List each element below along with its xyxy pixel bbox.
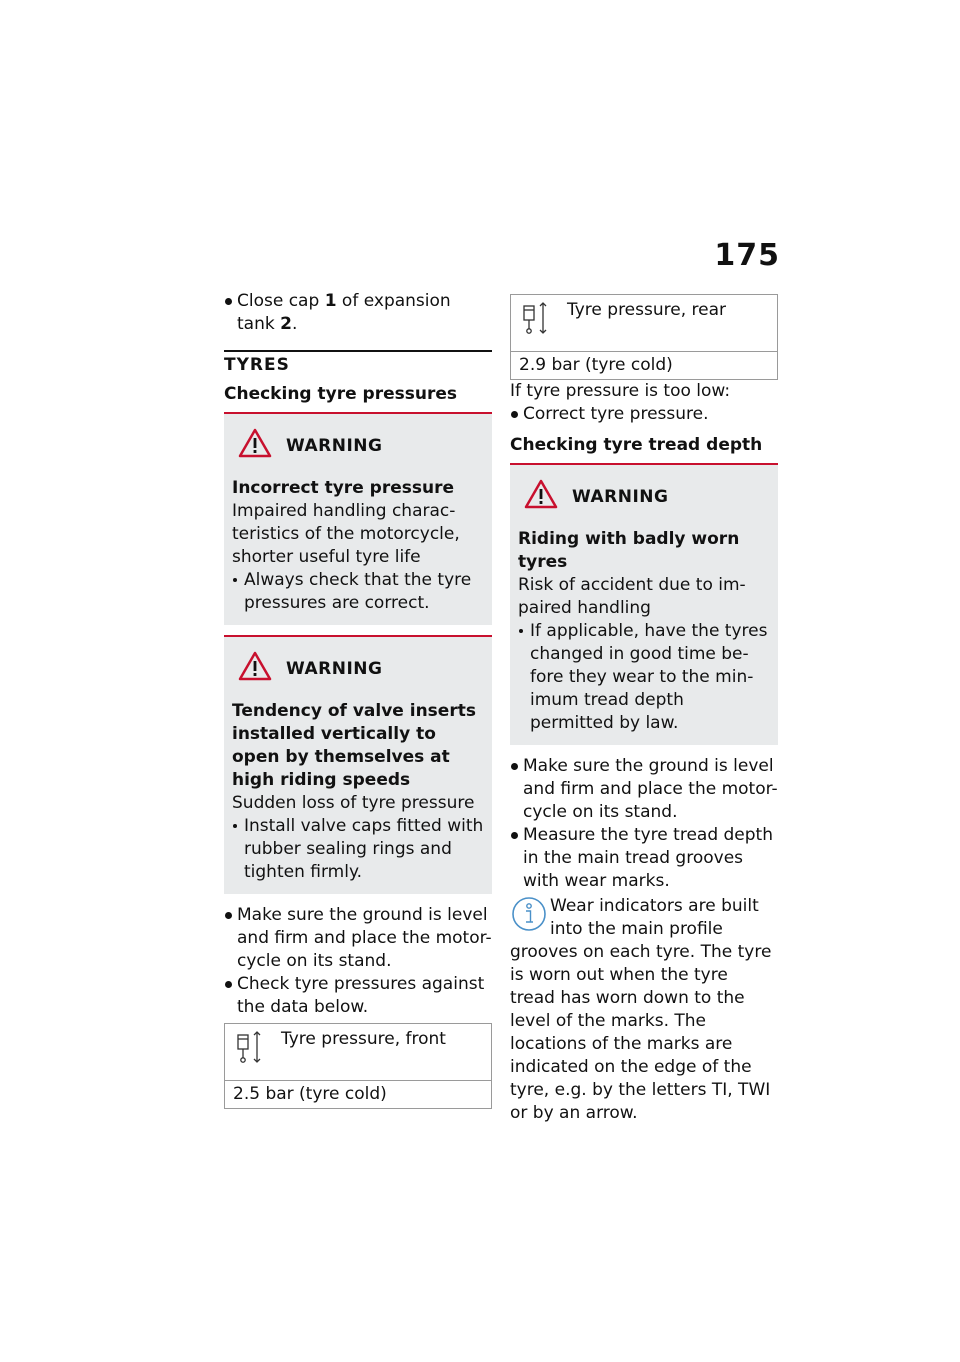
subsection-title: Checking tyre tread depth: [510, 435, 763, 455]
table-value: 2.5 bar (tyre cold): [233, 1084, 387, 1104]
warning-body: Risk of accident due to im-paired handling: [518, 575, 746, 618]
tyre-gauge-icon: [225, 1024, 281, 1080]
right-column: [510, 294, 778, 1125]
step-close-cap: Close cap 1 of expansion tank 2.: [224, 290, 492, 336]
warning-bullet: Always check that the tyre pressures are correct.: [232, 569, 484, 615]
table-label: Tyre pressure, front: [281, 1029, 446, 1049]
warning-box-tyre-pressure: [224, 414, 492, 625]
subsection-title: Checking tyre pressures: [224, 384, 458, 404]
tyre-gauge-icon: [511, 295, 567, 351]
warning-heading: WARNING: [286, 659, 383, 679]
warning-title: Riding with badly worn tyres: [518, 529, 740, 572]
warning-body: Impaired handling charac-teristics of the motorcycle, shorter useful tyre life: [232, 501, 460, 567]
warning-body: Sudden loss of tyre pressure: [232, 793, 475, 813]
table-value: 2.9 bar (tyre cold): [519, 355, 673, 375]
step-measure-tread: Measure the tyre tread depth in the main tread grooves with wear marks.: [510, 824, 778, 893]
step-ground-level: Make sure the ground is level and firm and place the motor-cycle on its stand.: [510, 755, 778, 824]
warning-triangle-icon: [524, 479, 558, 516]
warning-title: Incorrect tyre pressure: [232, 478, 454, 498]
info-icon: [510, 895, 550, 939]
warning-bullet: If applicable, have the tyres changed in good time be-fore they wear to the min-imum tread depth permitted by law.: [518, 620, 770, 735]
tyre-pressure-rear-table: [510, 294, 778, 380]
page-number: 175: [714, 238, 780, 273]
warning-box-worn-tyres: [510, 465, 778, 745]
info-note: [510, 895, 778, 1125]
warning-heading: WARNING: [572, 487, 669, 507]
section-rule: [224, 350, 492, 352]
left-column: [224, 290, 492, 1109]
warning-triangle-icon: [238, 651, 272, 688]
warning-heading: WARNING: [286, 436, 383, 456]
step-correct-pressure: Correct tyre pressure.: [510, 403, 778, 426]
step-ground-level: Make sure the ground is level and firm and place the motor-cycle on its stand.: [224, 904, 492, 973]
warning-bullet: Install valve caps fitted with rubber sealing rings and tighten firmly.: [232, 815, 484, 884]
warning-title: Tendency of valve inserts installed vertically to open by themselves at high riding speeds: [232, 701, 476, 790]
warning-triangle-icon: [238, 428, 272, 465]
warning-box-valve-inserts: [224, 637, 492, 894]
table-label: Tyre pressure, rear: [567, 300, 726, 320]
tyre-pressure-front-table: [224, 1023, 492, 1109]
info-text: Wear indicators are built into the main profile grooves on each tyre. The tyre is worn out when the tyre tread has worn down to the level of the marks. The locations of the marks are indicated on the edge of the tyre, e.g. by the letters TI, TWI or by an arrow.: [510, 896, 772, 1123]
section-title: TYRES: [224, 355, 290, 375]
low-pressure-text: If tyre pressure is too low:: [510, 381, 731, 401]
step-check-pressures: Check tyre pressures against the data below.: [224, 973, 492, 1019]
